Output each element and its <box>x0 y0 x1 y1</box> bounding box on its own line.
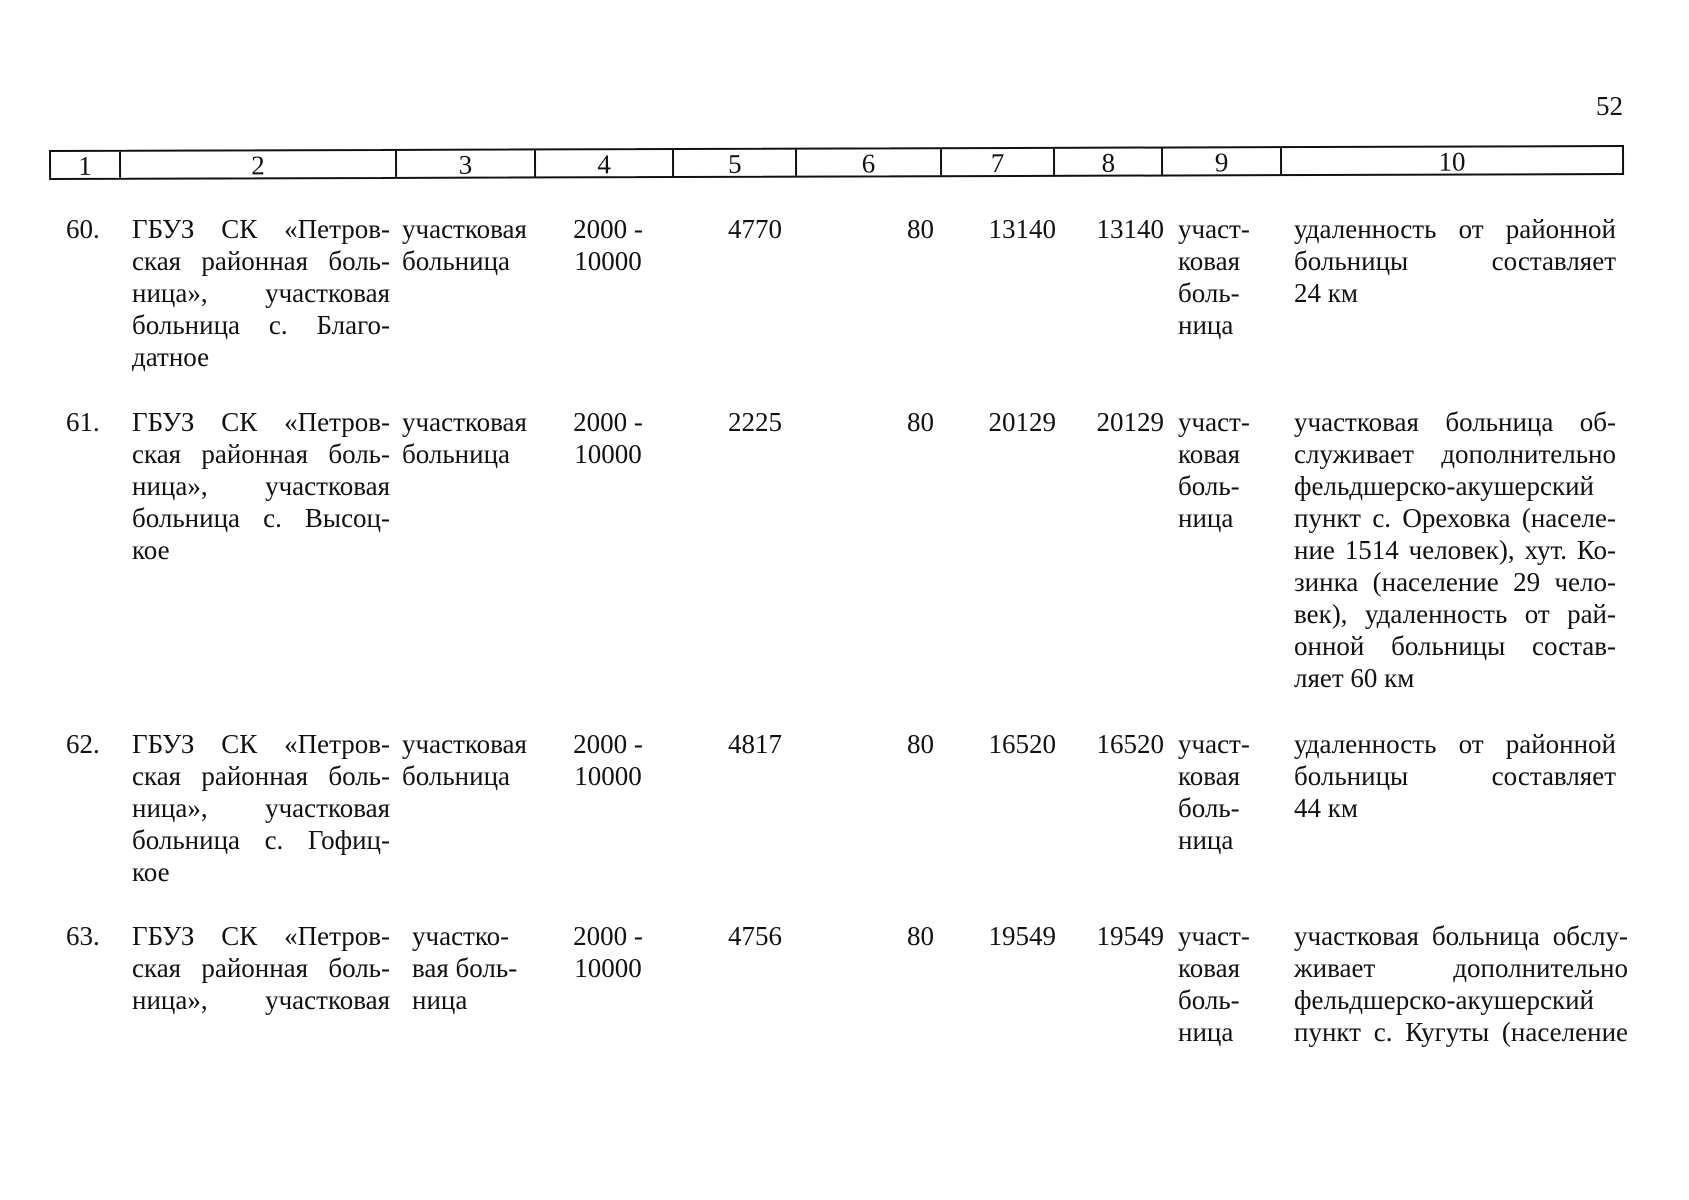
col9-value: участ- ковая боль- ница <box>1178 921 1250 1047</box>
col10-note: участковая больница об- служивает дополнительно фельдшерско-акушерский пункт с. Ореховка (населе- ние 1514 человек), хут. Ко- зинка (население 29 чело- век), удаленность от рай- онной больницы состав- ляет 60 км <box>1294 407 1616 693</box>
organization-name: ГБУЗ СК «Петров- ская районная боль- ница», участковая больница с. Высоц- кое <box>132 407 390 565</box>
col10-note: участковая больница обслу- живает дополнительно фельдшерско-акушерский пункт с. Кугуты (население <box>1294 921 1628 1047</box>
col9-value: участ- ковая боль- ница <box>1178 214 1250 340</box>
col8-value: 20129 <box>1096 407 1164 437</box>
facility-type: участко- вая боль- ница <box>412 921 518 1015</box>
population-range: 2000 - 10000 <box>573 921 643 983</box>
col7-value: 20129 <box>988 407 1056 437</box>
col8-value: 13140 <box>1096 214 1164 244</box>
header-cell-7: 7 <box>942 149 1056 175</box>
col5-value: 4770 <box>728 214 782 244</box>
header-cell-3: 3 <box>397 150 536 176</box>
header-cell-4: 4 <box>536 150 675 176</box>
row-number: 61. <box>66 407 100 437</box>
col9-value: участ- ковая боль- ница <box>1178 729 1250 855</box>
population-range: 2000 - 10000 <box>573 729 643 791</box>
col5-value: 4817 <box>728 729 782 759</box>
col5-value: 4756 <box>728 921 782 951</box>
population-range: 2000 - 10000 <box>573 214 643 276</box>
col9-value: участ- ковая боль- ница <box>1178 407 1250 533</box>
organization-name: ГБУЗ СК «Петров- ская районная боль- ница», участковая больница с. Благо- датное <box>132 214 390 372</box>
organization-name: ГБУЗ СК «Петров- ская районная боль- ница», участковая больница с. Гофиц- кое <box>132 729 390 887</box>
col8-value: 19549 <box>1096 921 1164 951</box>
header-cell-1: 1 <box>51 152 121 178</box>
col6-value: 80 <box>907 729 934 759</box>
header-cell-5: 5 <box>674 150 797 176</box>
page-number: 52 <box>1596 91 1623 121</box>
header-cell-9: 9 <box>1163 148 1282 174</box>
header-cell-2: 2 <box>121 151 397 178</box>
col7-value: 13140 <box>988 214 1056 244</box>
header-cell-8: 8 <box>1055 148 1163 174</box>
col8-value: 16520 <box>1096 729 1164 759</box>
header-cell-10: 10 <box>1438 146 1466 177</box>
population-range: 2000 - 10000 <box>573 407 643 469</box>
facility-type: участковая больница <box>402 407 527 469</box>
organization-name: ГБУЗ СК «Петров- ская районная боль- ница», участковая <box>132 921 390 1015</box>
col10-note: удаленность от районной больницы составляет 44 км <box>1294 729 1616 823</box>
col6-value: 80 <box>907 214 934 244</box>
row-number: 62. <box>66 729 100 759</box>
col6-value: 80 <box>907 407 934 437</box>
facility-type: участковая больница <box>402 729 527 791</box>
header-cell-6: 6 <box>797 149 942 175</box>
col7-value: 19549 <box>988 921 1056 951</box>
facility-type: участковая больница <box>402 214 527 276</box>
col6-value: 80 <box>907 921 934 951</box>
table-header-row <box>49 145 1624 180</box>
col5-value: 2225 <box>728 407 782 437</box>
col7-value: 16520 <box>988 729 1056 759</box>
row-number: 63. <box>66 921 100 951</box>
col10-note: удаленность от районной больницы составляет 24 км <box>1294 214 1616 308</box>
row-number: 60. <box>66 214 100 244</box>
